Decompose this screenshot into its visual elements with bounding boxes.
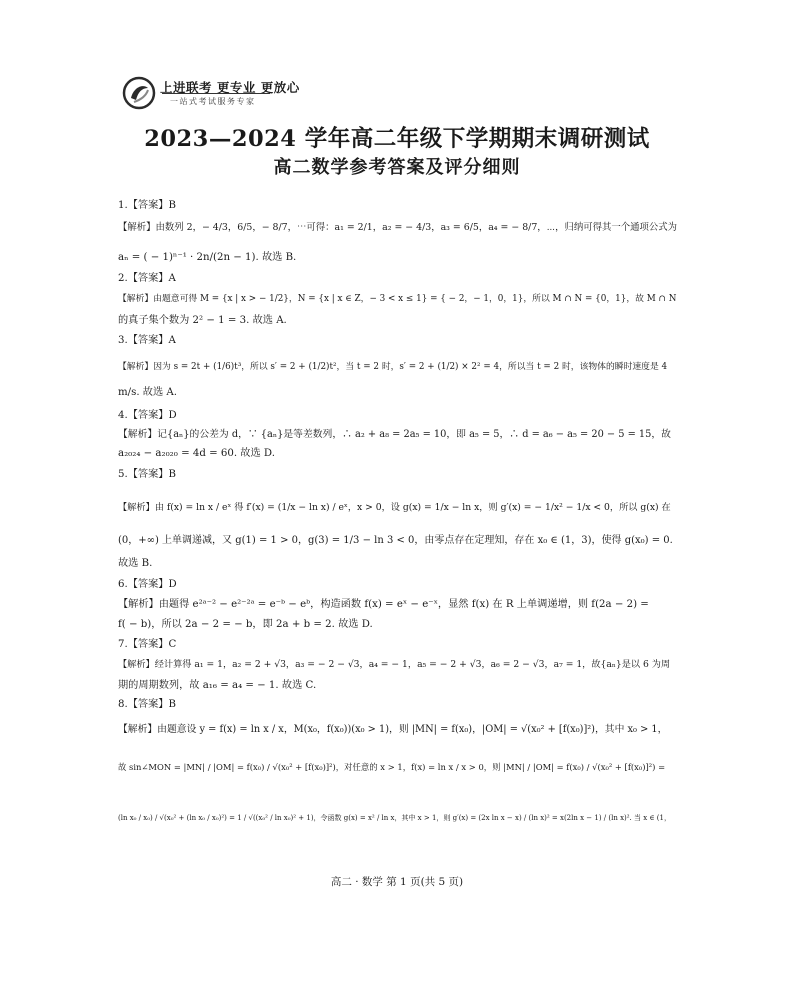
solution-line: a₂₀₂₄ − a₂₀₂₀ = 4d = 60. 故选 D. <box>118 448 275 459</box>
solution-line: 故 sin∠MON = |MN| / |OM| = f(x₀) / √(x₀² + [f(x₀)]²)，对任意的 x > 1，f(x) = ln x / x > 0，则 |MN| / |OM| = f(x₀) / √(x₀² + [f(x₀)]²) = <box>118 762 666 772</box>
logo-slogan: 上进联考 更专业 更放心 <box>160 80 300 95</box>
solution-line: f( − b)，所以 2a − 2 = − b，即 2a + b = 2. 故选 D. <box>118 619 373 630</box>
solution-line: (0，+∞) 上单调递减，又 g(1) = 1 > 0，g(3) = 1/3 − ln 3 < 0，由零点存在定理知，存在 x₀ ∈ (1，3)，使得 g(x₀) = 0. <box>118 535 673 546</box>
answer-label: 5.【答案】B <box>118 469 176 480</box>
question-2 <box>118 269 678 331</box>
solution-line: 【解析】由 f(x) = ln x / eˣ 得 f′(x) = (1/x − ln x) / eˣ，x > 0，设 g(x) = 1/x − ln x，则 g′(x) = − 1/x² − 1/x < 0，所以 g(x) 在 <box>118 502 671 513</box>
answer-label: 1.【答案】B <box>118 200 176 211</box>
solution-line: 【解析】由题意可得 M = {x | x > − 1/2}，N = {x | x ∈ Z，− 3 < x ≤ 1} = { − 2，− 1，0，1}，所以 M ∩ N = {0，1}，故 M ∩ N <box>118 294 677 304</box>
solution-line: 【解析】由题得 e²ᵃ⁻² − e²⁻²ᵃ = e⁻ᵇ − eᵇ，构造函数 f(x) = eˣ − e⁻ˣ，显然 f(x) 在 R 上单调递增，则 f(2a − 2) = <box>118 599 649 610</box>
logo-mark-icon <box>122 76 156 110</box>
question-6 <box>118 575 678 635</box>
solution-line: 故选 B. <box>118 558 153 569</box>
solution-line: 【解析】由题意设 y = f(x) = ln x / x，M(x₀，f(x₀))(x₀ > 1)，则 |MN| = f(x₀)，|OM| = √(x₀² + [f(x₀)]²)，其中 x₀ > 1， <box>118 724 668 735</box>
solution-line: 期的周期数列，故 a₁₆ = a₄ = − 1. 故选 C. <box>118 680 317 691</box>
page-title: 2023—2024 学年高二年级下学期期末调研测试 <box>144 126 650 152</box>
answer-label: 6.【答案】D <box>118 579 177 590</box>
page-footer: 高二 · 数学 第 1 页(共 5 页) <box>330 876 464 888</box>
logo-divider <box>162 93 270 94</box>
question-3 <box>118 331 678 406</box>
solution-line: 【解析】记{aₙ}的公差为 d，∵ {aₙ}是等差数列，∴ a₂ + a₈ = 2a₅ = 10，即 a₅ = 5，∴ d = a₆ − a₅ = 20 − 5 = 15，故 <box>118 429 671 440</box>
answer-label: 4.【答案】D <box>118 410 177 421</box>
answer-content <box>118 196 678 845</box>
question-1 <box>118 196 678 269</box>
answer-label: 3.【答案】A <box>118 335 176 346</box>
page-subtitle: 高二数学参考答案及评分细则 <box>273 157 521 178</box>
answer-label: 2.【答案】A <box>118 273 176 284</box>
solution-line: aₙ = ( − 1)ⁿ⁻¹ · 2n/(2n − 1). 故选 B. <box>118 252 297 263</box>
solution-line: 【解析】经计算得 a₁ = 1，a₂ = 2 + √3，a₃ = − 2 − √3，a₄ = − 1，a₅ = − 2 + √3，a₆ = 2 − √3，a₇ = 1，故{aₙ}是以 6 为周 <box>118 659 671 670</box>
logo <box>122 76 382 110</box>
solution-line: 的真子集个数为 2² − 1 = 3. 故选 A. <box>118 315 287 326</box>
solution-line: m/s. 故选 A. <box>118 387 178 398</box>
solution-line: (ln x₀ / x₀) / √(x₀² + (ln x₀ / x₀)²) = 1 / √((x₀² / ln x₀)² + 1)，令函数 g(x) = x² / ln x，其中 x > 1，则 g′(x) = (2x ln x − x) / (ln x)² = x(2ln x − 1) / (ln x)². 当 x ∈ (1， <box>118 814 671 822</box>
answer-label: 7.【答案】C <box>118 639 177 650</box>
question-5 <box>118 465 678 575</box>
solution-line: 【解析】由数列 2，− 4/3，6/5，− 8/7，⋯可得：a₁ = 2/1，a₂ = − 4/3，a₃ = 6/5，a₄ = − 8/7，⋯，归纳可得其一个通项公式为 <box>118 222 677 233</box>
question-7 <box>118 635 678 695</box>
question-4 <box>118 406 678 465</box>
logo-sub-slogan: 一站式考试服务专家 <box>170 97 256 106</box>
question-8 <box>118 695 678 845</box>
solution-line: 【解析】因为 s = 2t + (1/6)t³，所以 s′ = 2 + (1/2)t²，当 t = 2 时，s′ = 2 + (1/2) × 2² = 4，所以当 t = 2 时，该物体的瞬时速度是 4 <box>118 362 668 372</box>
answer-label: 8.【答案】B <box>118 699 176 710</box>
